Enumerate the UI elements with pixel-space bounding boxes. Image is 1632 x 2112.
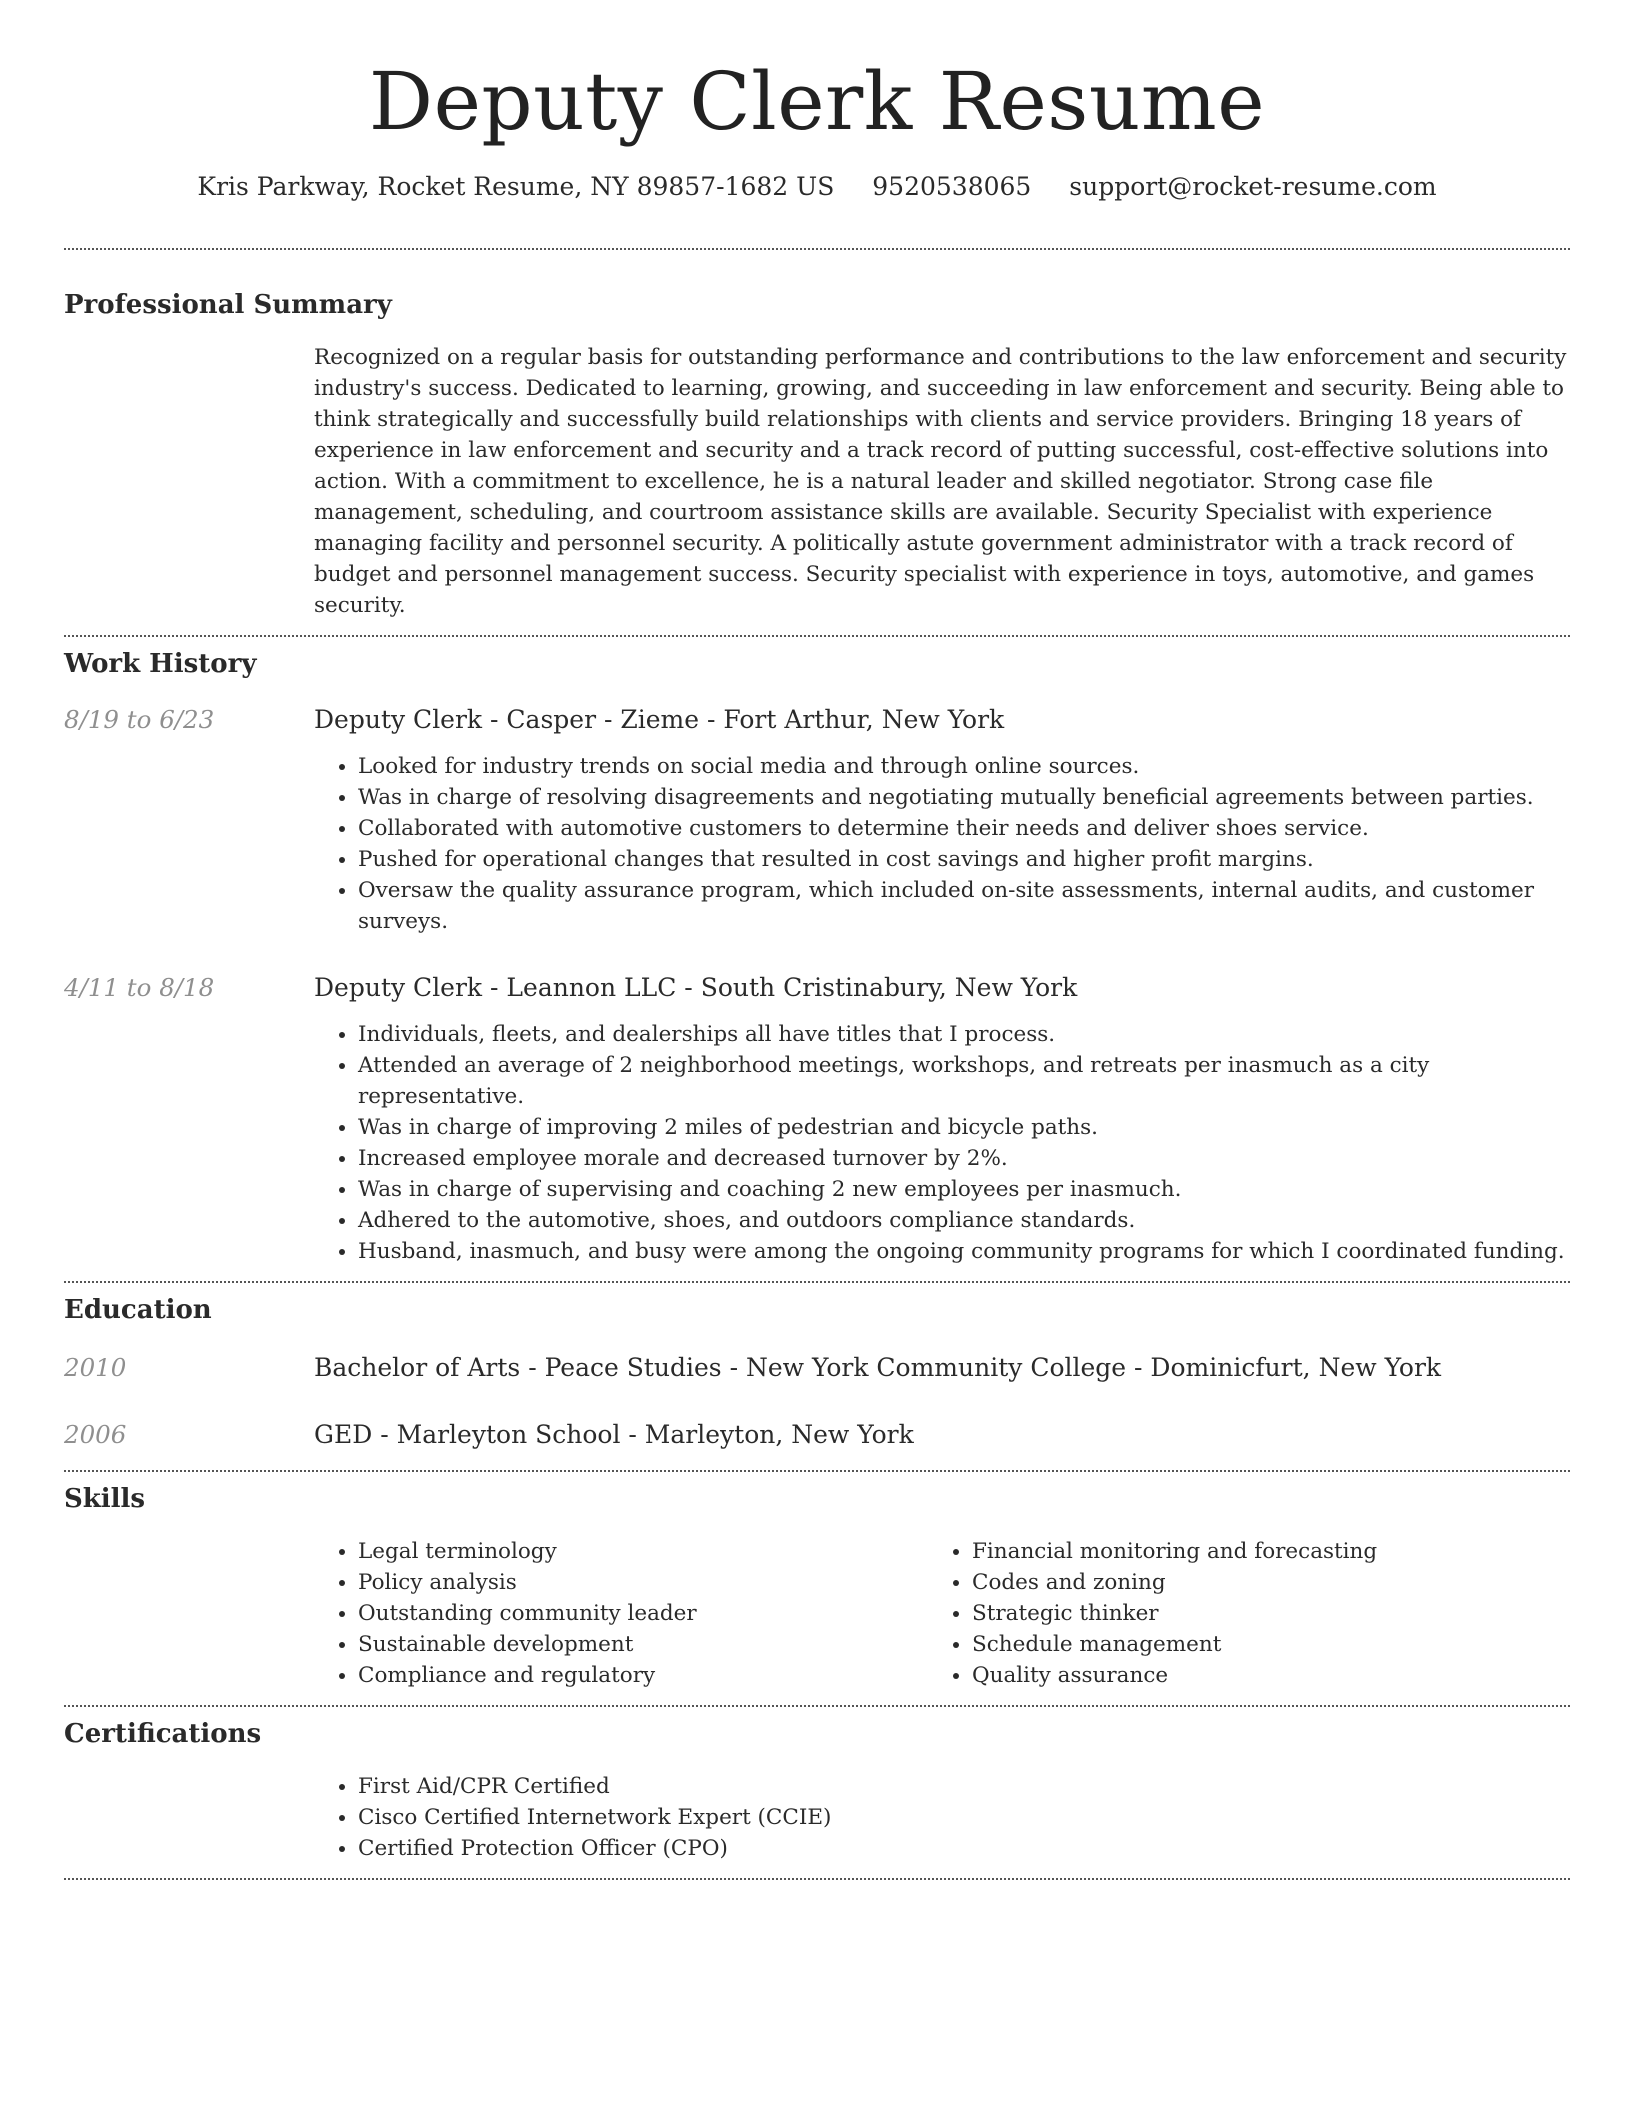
education-year: 2010	[64, 1353, 127, 1382]
education-heading: Education	[64, 1295, 212, 1325]
education-entry	[64, 1351, 1570, 1385]
job-entry	[64, 703, 1570, 937]
list-item: • Pushed for operational changes that resulted in cost savings and higher profit margins.	[358, 844, 1570, 875]
contact-phone: 9520538065	[872, 172, 1032, 201]
certifications-heading: Certifications	[64, 1719, 262, 1749]
divider	[64, 635, 1570, 637]
skill-item: • Outstanding community leader	[358, 1598, 928, 1629]
list-item: • Collaborated with automotive customers to determine their needs and deliver shoes service.	[358, 813, 1570, 844]
summary-section	[64, 288, 1570, 621]
list-item: • Husband, inasmuch, and busy were among the ongoing community programs for which I coordinated funding.	[358, 1236, 1570, 1267]
skills-section	[64, 1482, 1570, 1691]
divider	[64, 1470, 1570, 1472]
skill-item: • Strategic thinker	[972, 1598, 1542, 1629]
skills-left-column	[314, 1536, 928, 1691]
resume-title: Deputy Clerk Resume	[368, 55, 1266, 148]
certification-item: • Certified Protection Officer (CPO)	[358, 1833, 1570, 1864]
certification-item: • First Aid/CPR Certified	[358, 1771, 1570, 1802]
list-item: • Was in charge of supervising and coaching 2 new employees per inasmuch.	[358, 1174, 1570, 1205]
list-item: • Oversaw the quality assurance program, which included on-site assessments, internal audits, and customer surveys.	[358, 875, 1570, 937]
education-year: 2006	[64, 1420, 127, 1449]
job-entry	[64, 971, 1570, 1267]
skill-item: • Sustainable development	[358, 1629, 928, 1660]
skills-heading: Skills	[64, 1484, 146, 1514]
certification-item: • Cisco Certified Internetwork Expert (CCIE)	[358, 1802, 1570, 1833]
list-item: • Individuals, fleets, and dealerships all have titles that I process.	[358, 1019, 1570, 1050]
divider	[64, 1705, 1570, 1707]
resume-page	[64, 0, 1570, 1880]
skill-item: • Financial monitoring and forecasting	[972, 1536, 1542, 1567]
education-detail: GED - Marleyton School - Marleyton, New York	[314, 1420, 914, 1449]
education-entry	[64, 1418, 1570, 1452]
divider	[64, 1878, 1570, 1880]
certifications-list	[314, 1771, 1570, 1864]
work-history-heading: Work History	[64, 649, 257, 679]
summary-text: Recognized on a regular basis for outstanding performance and contributions to the law enforcement and security industry's success. Dedicated to learning, growing, and succeeding in law enforcement and security. Being able to think strategically and successfully build relationships with clients and service providers. Bringing 18 years of experience in law enforcement and security and a track record of putting successful, cost-effective solutions into action. With a commitment to excellence, he is a natural leader and skilled negotiator. Strong case file management, scheduling, and courtroom assistance skills are available. Security Specialist with experience managing facility and personnel security. A politically astute government administrator with a track record of budget and personnel management success. Security specialist with experience in toys, automotive, and games security.	[314, 345, 1567, 618]
job-dates: 4/11 to 8/18	[64, 973, 215, 1002]
list-item: • Adhered to the automotive, shoes, and outdoors compliance standards.	[358, 1205, 1570, 1236]
skill-item: • Schedule management	[972, 1629, 1542, 1660]
job-bullets	[314, 751, 1570, 937]
skill-item: • Compliance and regulatory	[358, 1660, 928, 1691]
skills-right-column	[928, 1536, 1542, 1691]
list-item: • Increased employee morale and decreased turnover by 2%.	[358, 1143, 1570, 1174]
job-bullets	[314, 1019, 1570, 1267]
list-item: • Was in charge of improving 2 miles of pedestrian and bicycle paths.	[358, 1112, 1570, 1143]
list-item: • Was in charge of resolving disagreements and negotiating mutually beneficial agreements between parties.	[358, 782, 1570, 813]
contact-address: Kris Parkway, Rocket Resume, NY 89857-1682 US	[197, 172, 835, 201]
skill-item: • Policy analysis	[358, 1567, 928, 1598]
job-header: Deputy Clerk - Casper - Zieme - Fort Arthur, New York	[314, 705, 1005, 734]
divider	[64, 248, 1570, 250]
contact-line	[64, 170, 1570, 204]
job-header: Deputy Clerk - Leannon LLC - South Cristinabury, New York	[314, 973, 1078, 1002]
work-history-section	[64, 647, 1570, 1267]
skill-item: • Codes and zoning	[972, 1567, 1542, 1598]
summary-heading: Professional Summary	[64, 290, 392, 320]
list-item: • Looked for industry trends on social media and through online sources.	[358, 751, 1570, 782]
list-item: • Attended an average of 2 neighborhood meetings, workshops, and retreats per inasmuch as a city representative.	[358, 1050, 1570, 1112]
skill-item: • Quality assurance	[972, 1660, 1542, 1691]
certifications-section	[64, 1717, 1570, 1864]
job-dates: 8/19 to 6/23	[64, 705, 215, 734]
skills-columns	[314, 1536, 1570, 1691]
education-detail: Bachelor of Arts - Peace Studies - New York Community College - Dominicfurt, New York	[314, 1353, 1442, 1382]
divider	[64, 1281, 1570, 1283]
skill-item: • Legal terminology	[358, 1536, 928, 1567]
contact-email: support@rocket-resume.com	[1069, 172, 1437, 201]
education-section	[64, 1293, 1570, 1452]
